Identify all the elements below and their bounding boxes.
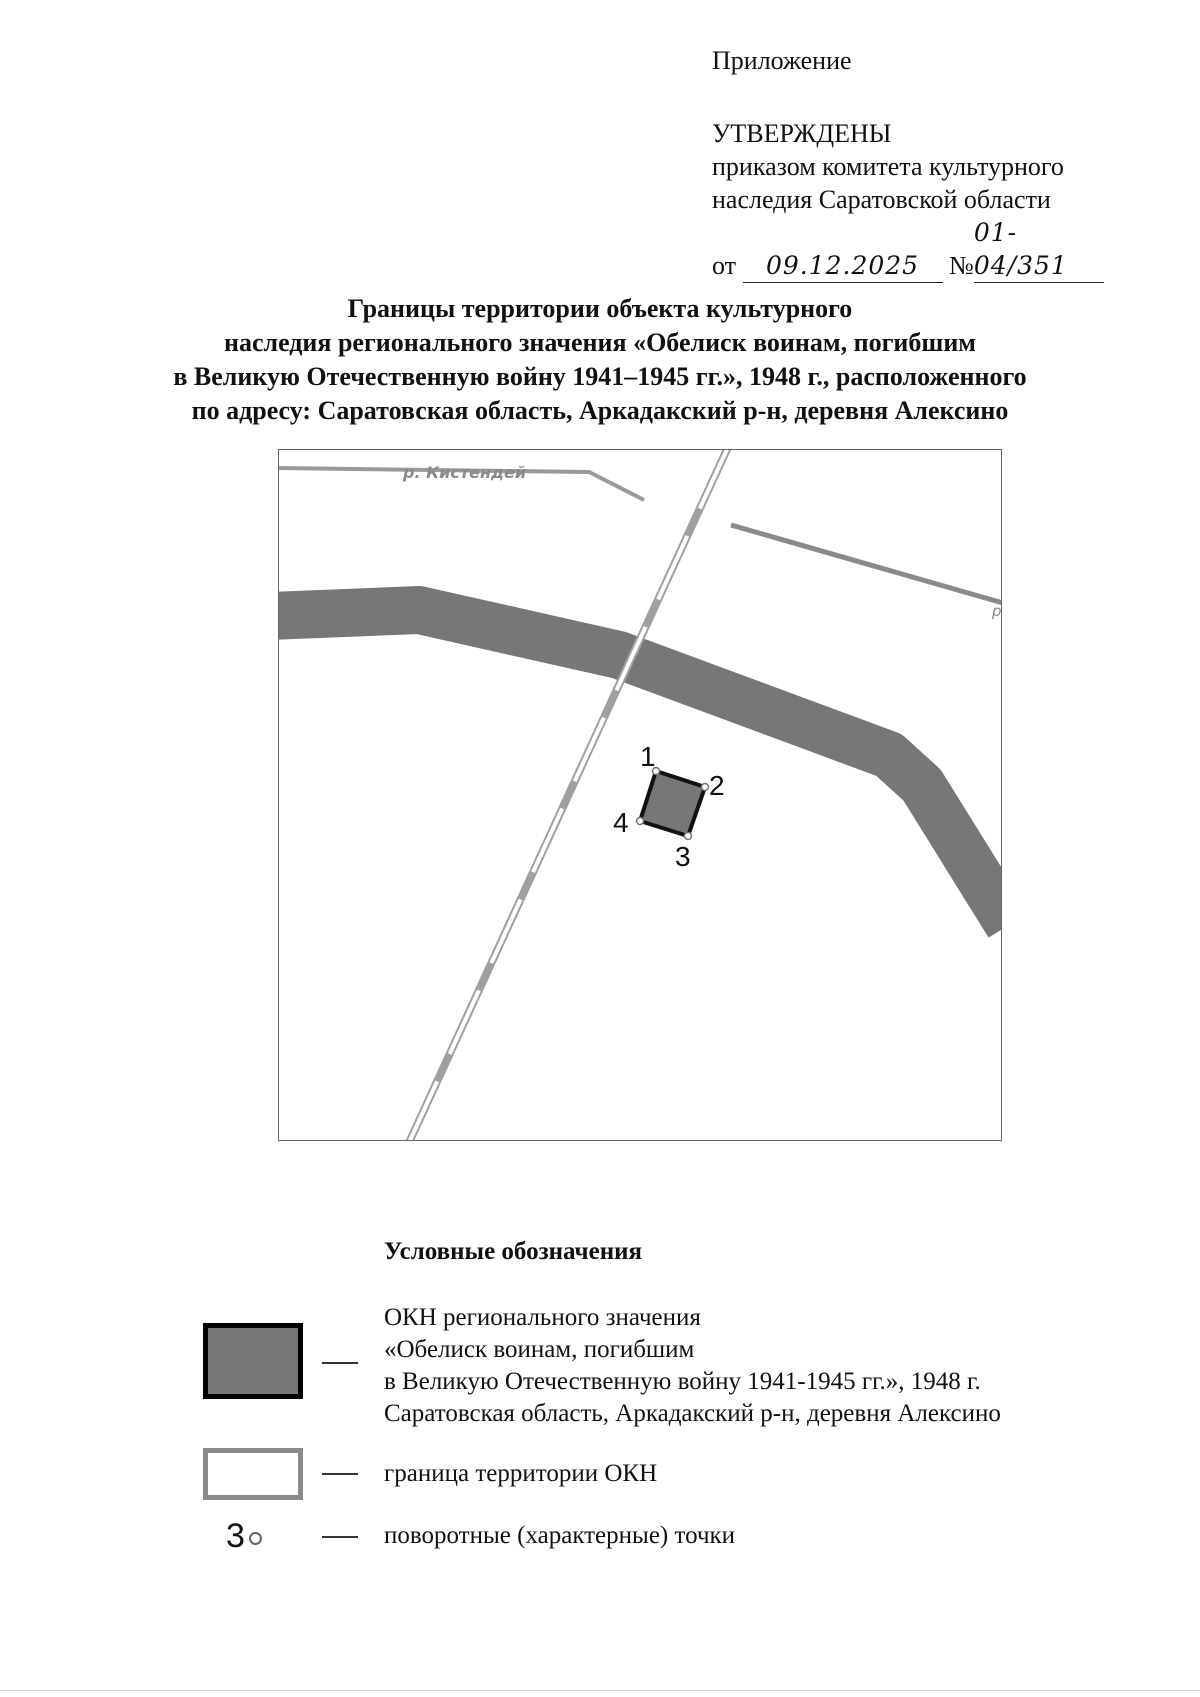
order-line-1: приказом комитета культурного (712, 152, 1064, 181)
number-prefix: № (949, 251, 974, 280)
order-date-line (712, 216, 1104, 283)
page-bottom-rule (0, 1690, 1200, 1691)
turning-point-3-marker (685, 833, 692, 840)
upper-right-line (731, 525, 1002, 603)
title-line-1: Границы территории объекта культурного (347, 294, 853, 323)
title-line-2: наследия регионального значения «Обелиск воинам, погибшим (223, 328, 977, 357)
legend-okn-text (384, 1302, 1001, 1430)
legend-point-symbol (226, 1516, 262, 1556)
map-frame (278, 449, 1002, 1141)
turning-point-1-label: 1 (640, 741, 656, 772)
turning-point-4-label: 4 (613, 807, 629, 838)
legend-okn-line-3: в Великую Отечественную войну 1941-1945 гг.», 1948 г. (384, 1368, 981, 1395)
legend-okn-line-1: ОКН регионального значения (384, 1304, 701, 1331)
turning-point-4-marker (637, 818, 644, 825)
legend-point-number: 3 (226, 1517, 245, 1555)
legend-dash (322, 1536, 358, 1538)
document-title (120, 292, 1080, 428)
appendix-label: Приложение (712, 46, 852, 75)
map-canvas (279, 450, 1002, 1141)
legend-title: Условные обозначения (384, 1238, 643, 1265)
turning-point-3-label: 3 (675, 841, 691, 872)
river-label: р. Кистендей (403, 463, 527, 482)
date-prefix: от (712, 251, 737, 280)
legend-border-symbol (203, 1448, 303, 1500)
title-line-3: в Великую Отечественную войну 1941–1945 гг.», 1948 г., расположенного (173, 362, 1027, 391)
legend-points-text: поворотные (характерные) точки (384, 1522, 736, 1549)
okn-territory (640, 771, 705, 836)
legend-border-text: граница территории ОКН (384, 1460, 658, 1487)
legend-okn-line-2: «Обелиск воинам, погибшим (384, 1336, 695, 1363)
turning-point-2-label: 2 (709, 770, 725, 801)
order-number: 01-04/351 (974, 216, 1104, 283)
point-marker-icon (249, 1532, 262, 1545)
approved-label: УТВЕРЖДЕНЫ (712, 119, 892, 148)
turning-point-2-marker (702, 784, 709, 791)
order-line-2: наследия Саратовской области (712, 185, 1051, 214)
legend-okn-symbol (203, 1323, 303, 1399)
legend-dash (322, 1473, 358, 1475)
title-line-4: по адресу: Саратовская область, Аркадакский р-н, деревня Алексино (191, 396, 1009, 425)
legend-dash (322, 1362, 358, 1364)
approval-block (712, 44, 1104, 283)
edge-label: р (992, 602, 1002, 620)
legend-okn-line-4: Саратовская область, Аркадакский р-н, деревня Алексино (384, 1400, 1001, 1427)
order-date: 09.12.2025 (743, 249, 943, 283)
